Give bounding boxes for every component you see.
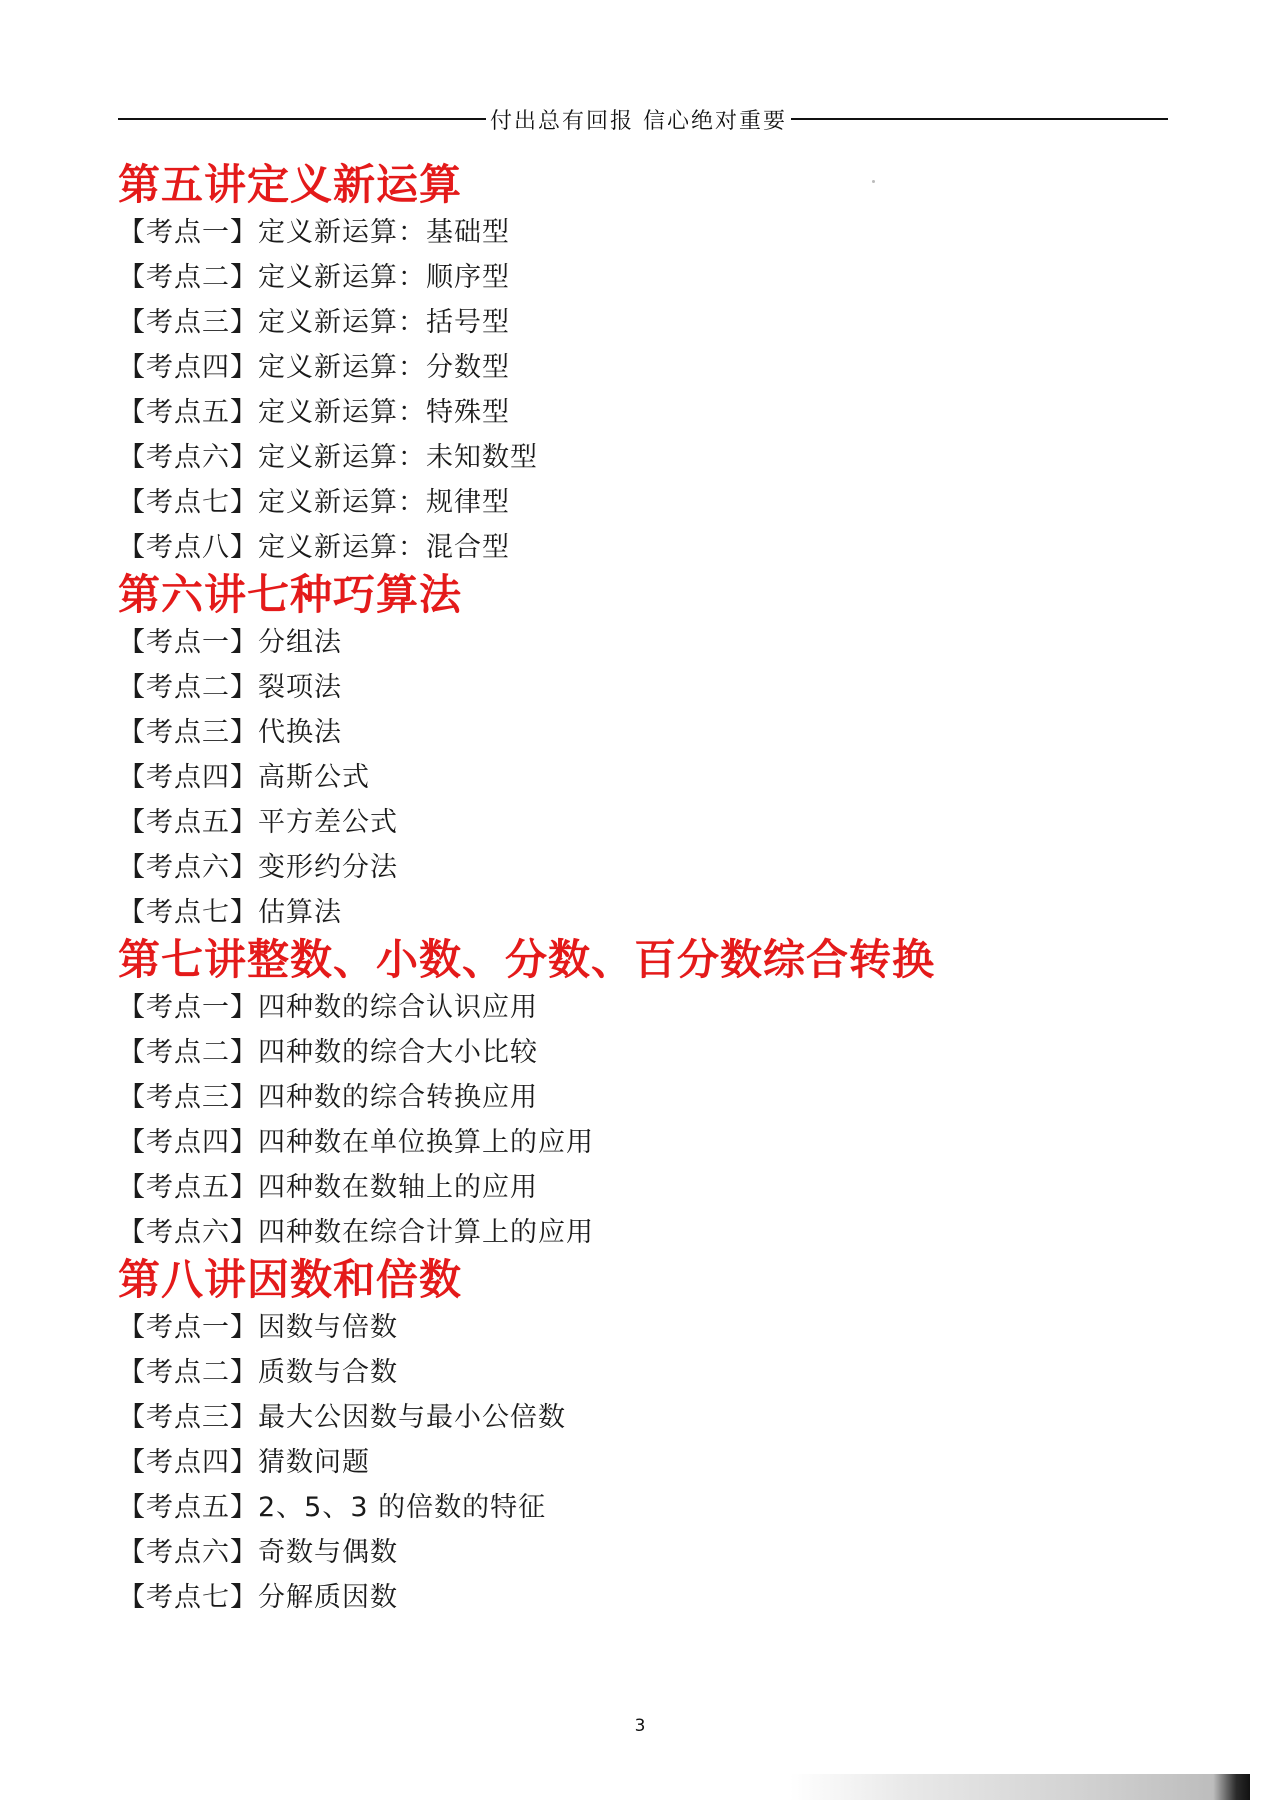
item-tag: 【考点二】 — [118, 1357, 258, 1388]
outline-item — [118, 390, 1178, 435]
item-text: 质数与合数 — [258, 1357, 398, 1388]
item-tag: 【考点一】 — [118, 217, 258, 248]
item-tag: 【考点六】 — [118, 852, 258, 883]
outline-item — [118, 890, 1178, 935]
item-text: 定义新运算：规律型 — [258, 487, 510, 518]
item-tag: 【考点五】 — [118, 807, 258, 838]
item-tag: 【考点一】 — [118, 627, 258, 658]
section-title: 第六讲七种巧算法 — [118, 570, 463, 619]
header-rule-left — [118, 118, 486, 120]
item-tag: 【考点五】 — [118, 1172, 258, 1203]
item-text: 奇数与偶数 — [258, 1537, 398, 1568]
outline-item — [118, 525, 1178, 570]
item-text: 定义新运算：分数型 — [258, 352, 510, 383]
item-text: 裂项法 — [258, 672, 342, 703]
section-title: 第五讲定义新运算 — [118, 160, 463, 209]
item-text: 因数与倍数 — [258, 1312, 398, 1343]
outline-item — [118, 1305, 1178, 1350]
item-tag: 【考点七】 — [118, 1582, 258, 1613]
item-tag: 【考点二】 — [118, 262, 258, 293]
item-tag: 【考点二】 — [118, 672, 258, 703]
item-tag: 【考点七】 — [118, 487, 258, 518]
item-text: 四种数的综合转换应用 — [258, 1082, 538, 1113]
outline-item — [118, 435, 1178, 480]
item-text: 定义新运算：括号型 — [258, 307, 510, 338]
outline-item — [118, 1030, 1178, 1075]
outline-content — [118, 160, 1178, 1620]
outline-item — [118, 345, 1178, 390]
item-tag: 【考点二】 — [118, 1037, 258, 1068]
outline-item — [118, 1075, 1178, 1120]
section-title: 第八讲因数和倍数 — [118, 1255, 463, 1304]
item-text: 定义新运算：特殊型 — [258, 397, 510, 428]
outline-item — [118, 1485, 1178, 1530]
outline-item — [118, 1120, 1178, 1165]
item-text: 猜数问题 — [258, 1447, 370, 1478]
outline-item — [118, 755, 1178, 800]
outline-item — [118, 1165, 1178, 1210]
item-tag: 【考点五】 — [118, 397, 258, 428]
item-text: 四种数在综合计算上的应用 — [258, 1217, 594, 1248]
outline-item — [118, 1395, 1178, 1440]
outline-item — [118, 665, 1178, 710]
outline-item — [118, 300, 1178, 345]
item-text: 估算法 — [258, 897, 342, 928]
item-tag: 【考点四】 — [118, 1127, 258, 1158]
item-tag: 【考点一】 — [118, 1312, 258, 1343]
item-text: 定义新运算：未知数型 — [258, 442, 538, 473]
item-tag: 【考点六】 — [118, 1537, 258, 1568]
item-tag: 【考点四】 — [118, 762, 258, 793]
header-rule-right — [791, 118, 1168, 120]
item-text: 最大公因数与最小公倍数 — [258, 1402, 566, 1433]
scan-edge-shadow — [790, 1774, 1250, 1800]
outline-item — [118, 710, 1178, 755]
outline-item — [118, 1530, 1178, 1575]
item-text: 四种数的综合大小比较 — [258, 1037, 538, 1068]
item-text: 2、5、3 的倍数的特征 — [258, 1492, 547, 1523]
outline-item — [118, 800, 1178, 845]
outline-item — [118, 985, 1178, 1030]
outline-item — [118, 845, 1178, 890]
outline-item — [118, 620, 1178, 665]
item-tag: 【考点六】 — [118, 1217, 258, 1248]
item-text: 定义新运算：顺序型 — [258, 262, 510, 293]
item-text: 变形约分法 — [258, 852, 398, 883]
item-text: 分组法 — [258, 627, 342, 658]
item-text: 四种数在单位换算上的应用 — [258, 1127, 594, 1158]
item-tag: 【考点三】 — [118, 307, 258, 338]
item-tag: 【考点八】 — [118, 532, 258, 563]
item-text: 四种数在数轴上的应用 — [258, 1172, 538, 1203]
item-text: 高斯公式 — [258, 762, 370, 793]
section-title: 第七讲整数、小数、分数、百分数综合转换 — [118, 935, 936, 984]
header-motto: 付出总有回报 信心绝对重要 — [490, 108, 787, 134]
item-tag: 【考点四】 — [118, 1447, 258, 1478]
outline-item — [118, 1440, 1178, 1485]
outline-item — [118, 1575, 1178, 1620]
item-tag: 【考点三】 — [118, 717, 258, 748]
item-text: 平方差公式 — [258, 807, 398, 838]
item-tag: 【考点七】 — [118, 897, 258, 928]
item-text: 分解质因数 — [258, 1582, 398, 1613]
item-text: 定义新运算：混合型 — [258, 532, 510, 563]
item-tag: 【考点五】 — [118, 1492, 258, 1523]
page-number: 3 — [634, 1716, 646, 1736]
item-tag: 【考点六】 — [118, 442, 258, 473]
item-text: 代换法 — [258, 717, 342, 748]
outline-item — [118, 1210, 1178, 1255]
outline-item — [118, 210, 1178, 255]
item-tag: 【考点三】 — [118, 1402, 258, 1433]
item-tag: 【考点四】 — [118, 352, 258, 383]
page-header — [118, 104, 1168, 134]
outline-item — [118, 255, 1178, 300]
outline-item — [118, 480, 1178, 525]
item-tag: 【考点三】 — [118, 1082, 258, 1113]
item-text: 定义新运算：基础型 — [258, 217, 510, 248]
item-tag: 【考点一】 — [118, 992, 258, 1023]
item-text: 四种数的综合认识应用 — [258, 992, 538, 1023]
outline-item — [118, 1350, 1178, 1395]
